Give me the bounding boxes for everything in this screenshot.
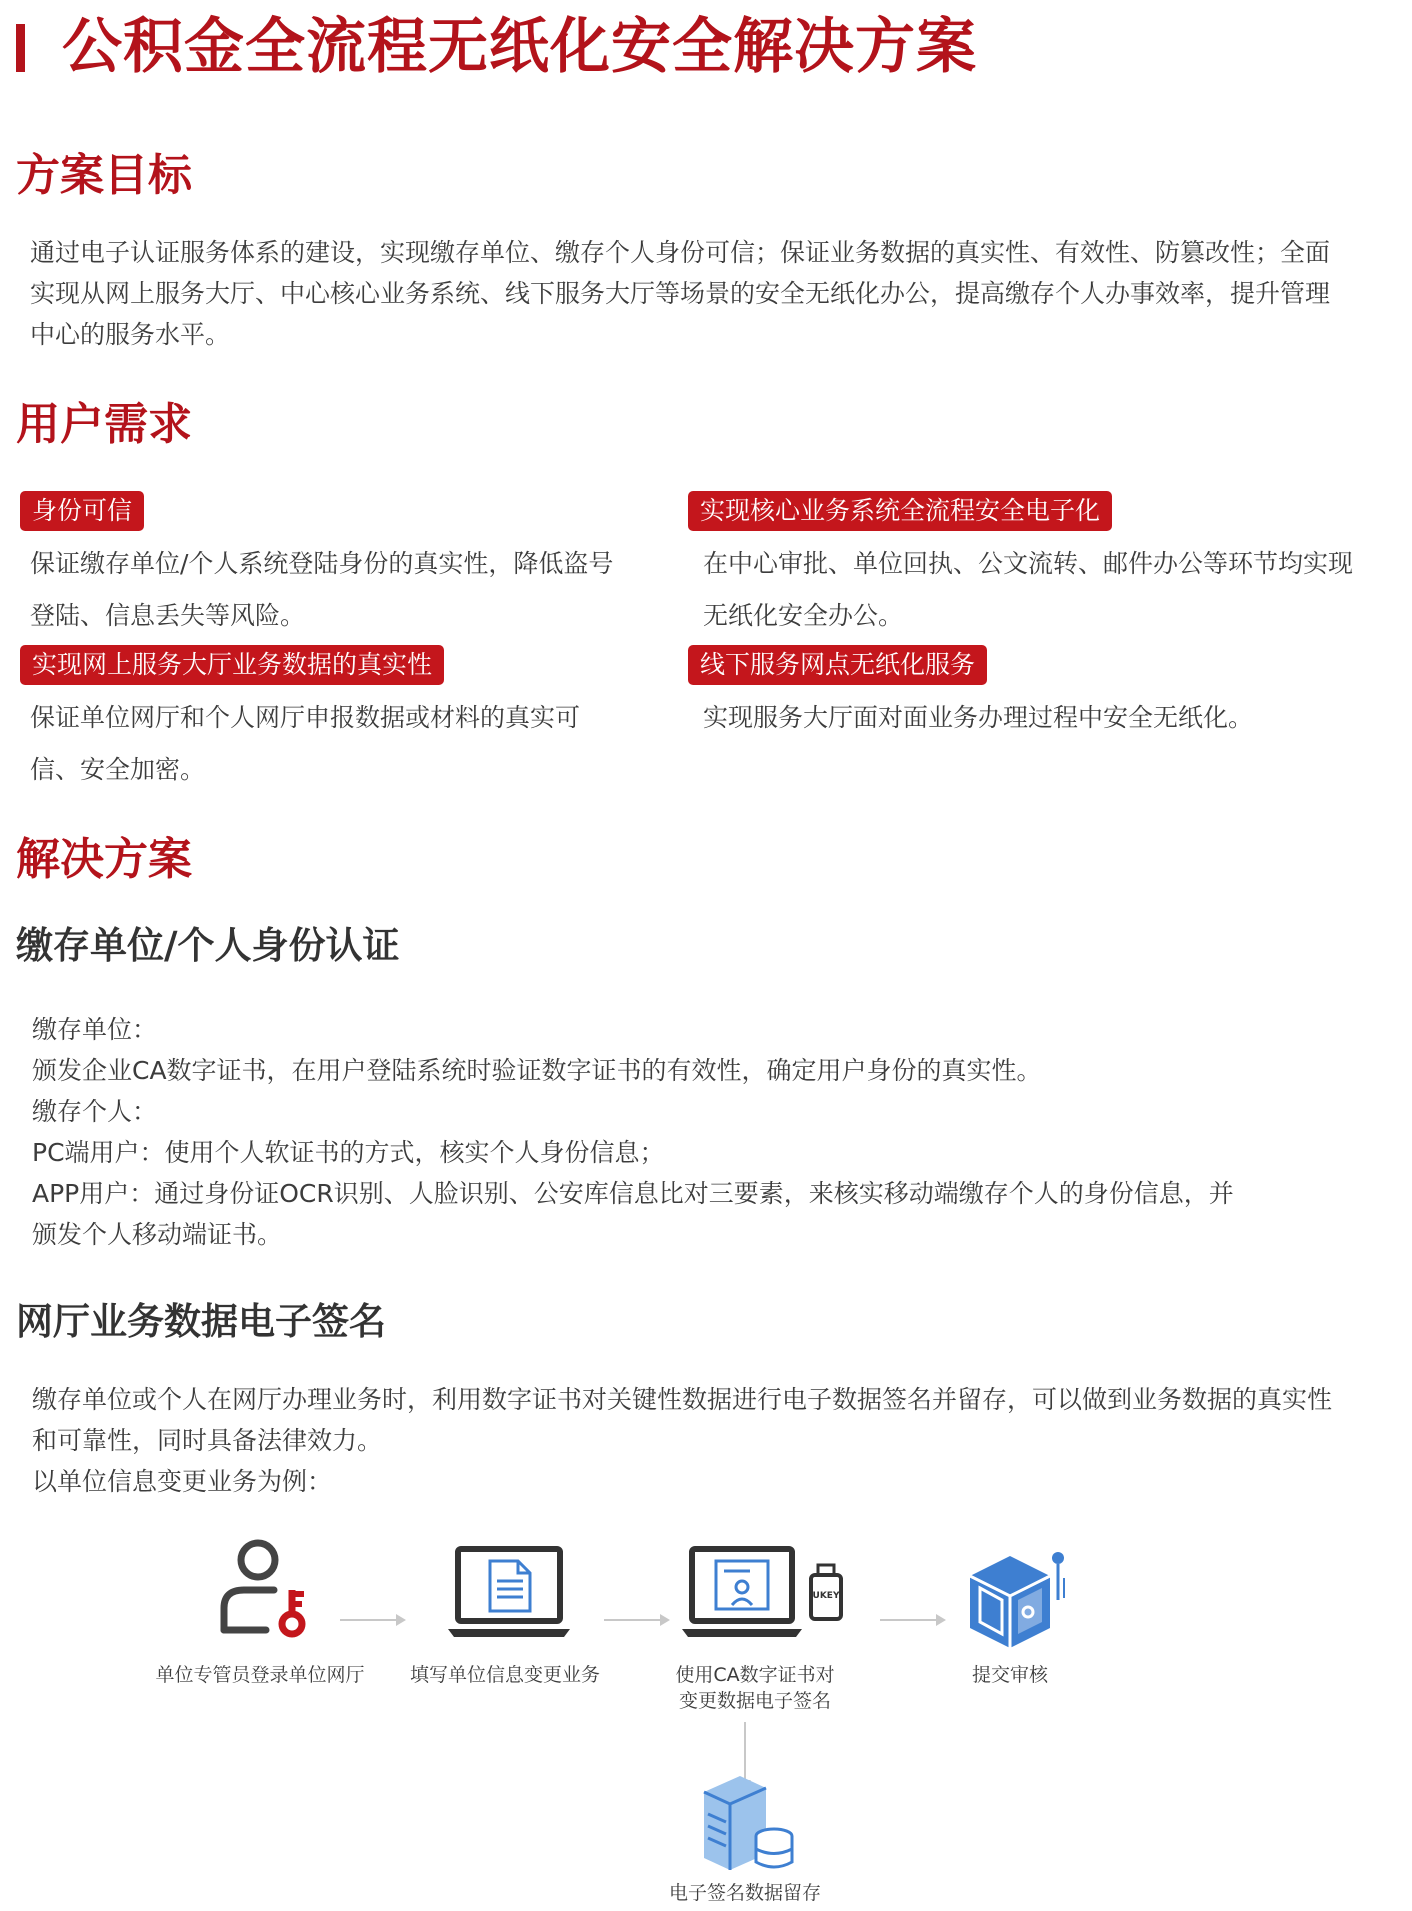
solution-heading: 解决方案: [16, 834, 192, 885]
ukey-icon: [808, 1563, 844, 1623]
need-line: 登陆、信息丢失等风险。: [30, 601, 306, 630]
need-tag-core-system: 实现核心业务系统全流程安全电子化: [688, 491, 1112, 531]
goal-line: 中心的服务水平。: [30, 320, 231, 349]
ukey-label: UKEY: [812, 1591, 840, 1601]
need-tag-offline-service: 线下服务网点无纸化服务: [688, 645, 987, 685]
laptop-document-icon: [446, 1545, 572, 1639]
signature-paragraph: [32, 1379, 1402, 1502]
need-line: 保证缴存单位/个人系统登陆身份的真实性，降低盗号: [30, 549, 614, 578]
need-desc-online-hall: [30, 692, 580, 796]
flow-step-label: 单位专管员登录单位网厅: [155, 1664, 365, 1686]
signature-line: 缴存单位或个人在网厅办理业务时，利用数字证书对关键性数据进行电子数据签名并留存，可以做到业务数据的真实性: [32, 1385, 1333, 1414]
identity-line: 颁发企业CA数字证书，在用户登陆系统时验证数字证书的有效性，确定用户身份的真实性。: [32, 1056, 1042, 1085]
identity-line: PC端用户：使用个人软证书的方式，核实个人身份信息；: [32, 1138, 665, 1167]
need-line: 信、安全加密。: [30, 755, 206, 784]
page-title: 公积金全流程无纸化安全解决方案: [62, 12, 977, 82]
flow-step-label: 提交审核: [971, 1664, 1048, 1686]
flow-arrow-head: [660, 1614, 670, 1626]
flow-arrow: [604, 1619, 660, 1621]
flow-arrow-head: [936, 1614, 946, 1626]
title-accent-bar: [16, 24, 25, 72]
goal-heading: 方案目标: [16, 150, 192, 201]
flow-arrow: [340, 1619, 396, 1621]
identity-line: 颁发个人移动端证书。: [32, 1220, 283, 1249]
need-line: 实现服务大厅面对面业务办理过程中安全无纸化。: [703, 703, 1254, 732]
flow-step-label-line: 变更数据电子签名: [678, 1690, 831, 1712]
flow-step-label-line: 使用CA数字证书对: [675, 1664, 835, 1686]
cube-submit-icon: [962, 1548, 1072, 1652]
user-key-icon: [216, 1538, 312, 1638]
flow-arrow-head-down: [739, 1780, 751, 1790]
need-tag-identity: 身份可信: [20, 491, 144, 531]
identity-line: APP用户：通过身份证OCR识别、人脸识别、公安库信息比对三要素，来核实移动端缴存个人的身份信息，并: [32, 1179, 1234, 1208]
need-desc-offline-service: [703, 692, 1253, 744]
needs-heading: 用户需求: [16, 399, 192, 450]
identity-line: 缴存个人：: [32, 1097, 158, 1126]
identity-line: 缴存单位：: [32, 1015, 158, 1044]
goal-line: 通过电子认证服务体系的建设，实现缴存单位、缴存个人身份可信；保证业务数据的真实性、有效性、防篡改性；全面: [30, 238, 1331, 267]
need-desc-core-system: [703, 538, 1353, 642]
flow-arrow: [880, 1619, 936, 1621]
signature-line: 和可靠性，同时具备法律效力。: [32, 1426, 383, 1455]
signature-subheading: 网厅业务数据电子签名: [16, 1300, 386, 1343]
flow-step-label: [630, 1662, 880, 1714]
storage-label: 电子签名数据留存: [668, 1882, 821, 1904]
flow-step-label: 填写单位信息变更业务: [409, 1664, 600, 1686]
identity-subheading: 缴存单位/个人身份认证: [16, 924, 400, 967]
server-database-icon: [700, 1770, 796, 1876]
need-tag-online-hall: 实现网上服务大厅业务数据的真实性: [20, 645, 444, 685]
goal-line: 实现从网上服务大厅、中心核心业务系统、线下服务大厅等场景的安全无纸化办公，提高缴存个人办事效率，提升管理: [30, 279, 1331, 308]
need-line: 无纸化安全办公。: [703, 601, 904, 630]
laptop-certificate-icon: [680, 1545, 806, 1639]
need-line: 保证单位网厅和个人网厅申报数据或材料的真实可: [30, 703, 581, 732]
goal-paragraph: [30, 232, 1400, 355]
signature-line: 以单位信息变更业务为例：: [32, 1467, 333, 1496]
need-line: 在中心审批、单位回执、公文流转、邮件办公等环节均实现: [703, 549, 1354, 578]
flow-arrow-head: [396, 1614, 406, 1626]
need-desc-identity: [30, 538, 613, 642]
identity-paragraph: [32, 1009, 1402, 1255]
flow-arrow-down: [744, 1722, 746, 1782]
